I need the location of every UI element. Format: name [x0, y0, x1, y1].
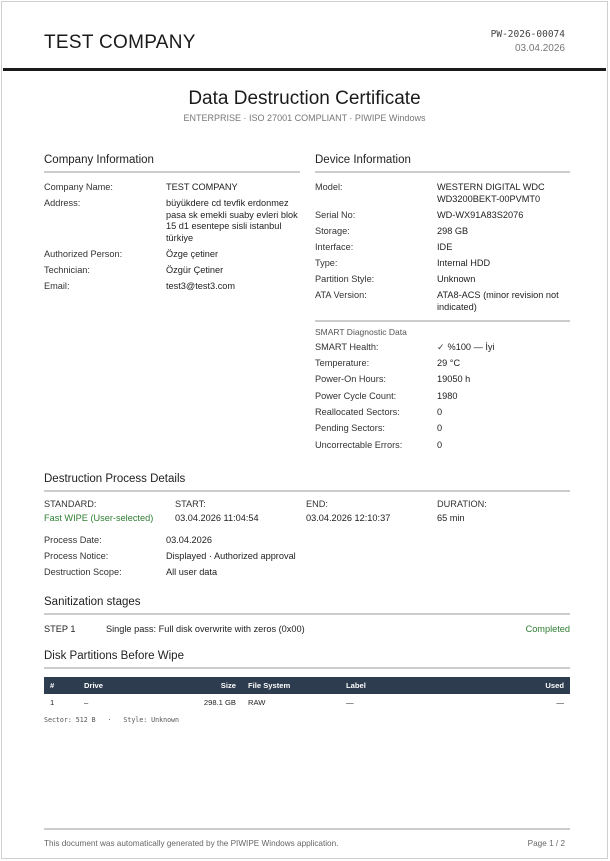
section-title: Disk Partitions Before Wipe — [44, 650, 184, 662]
field-label: Serial No: — [315, 209, 356, 220]
footer-note: This document was automatically generated by the PIWIPE Windows application. — [44, 839, 339, 848]
field-label: Power Cycle Count: — [315, 390, 397, 401]
field-label: Temperature: — [315, 358, 370, 369]
field-label: Type: — [315, 257, 338, 268]
power-on-hours-row — [315, 374, 570, 386]
end-cell — [306, 499, 437, 524]
field-value: 1980 — [437, 390, 458, 401]
authorized-person-row — [44, 249, 300, 261]
column-header-label: Label — [346, 681, 366, 690]
process-details-list — [44, 535, 570, 579]
column-header-used: Used — [545, 681, 564, 690]
table-row — [44, 694, 570, 711]
cell-file-system: RAW — [248, 698, 266, 707]
section-title: Device Information — [315, 154, 411, 166]
field-label: Process Date: — [44, 535, 102, 545]
uncorrectable-errors-row — [315, 440, 570, 452]
header-divider — [3, 68, 606, 71]
standard-cell — [44, 499, 175, 524]
device-information-section — [315, 154, 570, 451]
column-header-size: Size — [220, 681, 236, 690]
section-title: Sanitization stages — [44, 596, 141, 608]
field-value: 0 — [437, 423, 443, 434]
smart-health-value: %100 — İyi — [447, 341, 495, 352]
model-row — [315, 182, 570, 205]
company-information-section — [44, 154, 300, 292]
field-value: All user data — [166, 567, 218, 577]
process-date-row — [44, 535, 570, 547]
sanitization-stages-section — [44, 596, 570, 634]
pending-sectors-row — [315, 423, 570, 435]
section-divider — [44, 490, 570, 492]
field-label: Email: — [44, 280, 70, 291]
duration-cell — [437, 499, 568, 524]
field-label: Partition Style: — [315, 273, 375, 284]
field-value — [437, 342, 570, 354]
field-label: Interface: — [315, 241, 354, 252]
cell-drive: – — [84, 698, 89, 707]
field-value: Displayed · Authorized approval — [166, 551, 296, 561]
field-label: Technician: — [44, 264, 90, 275]
section-divider — [315, 171, 570, 173]
start-value: 03.04.2026 11:04:54 — [175, 513, 259, 523]
start-cell — [175, 499, 306, 524]
field-label: ATA Version: — [315, 290, 367, 301]
field-label: STANDARD: — [44, 499, 97, 509]
company-name-row — [44, 182, 300, 194]
cell-used: — — [556, 698, 564, 707]
cell-label: — — [346, 698, 354, 707]
smart-diagnostic-section — [315, 320, 570, 451]
field-value: ATA8-ACS (minor revision not indicated) — [437, 290, 559, 312]
section-divider — [44, 613, 570, 615]
field-value: WESTERN DIGITAL WDC WD3200BEKT-00PVMT0 — [437, 182, 545, 204]
smart-health-row — [315, 342, 570, 354]
header-company-name: TEST COMPANY — [44, 32, 196, 53]
field-value: Özge çetiner — [166, 248, 219, 259]
field-label: Destruction Scope: — [44, 567, 122, 577]
step-status: Completed — [525, 624, 570, 634]
field-label: Authorized Person: — [44, 248, 123, 259]
section-title: Company Information — [44, 154, 154, 166]
field-label: Pending Sectors: — [315, 423, 385, 434]
field-value: WD-WX91A83S2076 — [437, 209, 524, 220]
field-label: Uncorrectable Errors: — [315, 439, 403, 450]
field-label: END: — [306, 499, 328, 509]
field-label: Power-On Hours: — [315, 374, 386, 385]
column-header-drive: Drive — [84, 681, 103, 690]
certificate-id: PW-2026-00074 — [490, 29, 565, 40]
ata-version-row — [315, 290, 570, 313]
storage-row — [315, 226, 570, 238]
temperature-row — [315, 358, 570, 370]
technician-row — [44, 265, 300, 277]
field-value: 19050 h — [437, 374, 471, 385]
section-title: Destruction Process Details — [44, 473, 186, 485]
field-value: Internal HDD — [437, 257, 491, 268]
field-value: 29 °C — [437, 358, 461, 369]
partition-style-row — [315, 274, 570, 286]
interface-row — [315, 242, 570, 254]
field-label: DURATION: — [437, 499, 487, 509]
email-row — [44, 281, 300, 293]
column-header-number: # — [50, 681, 55, 690]
partition-note: Sector: 512 B · Style: Unknown — [44, 716, 179, 724]
field-value: TEST COMPANY — [166, 182, 238, 192]
page-subtitle: ENTERPRISE · ISO 27001 COMPLIANT · PIWIPE Windows — [183, 113, 426, 123]
reallocated-sectors-row — [315, 407, 570, 419]
process-summary-grid — [44, 499, 570, 524]
destruction-process-section — [44, 473, 570, 579]
serial-row — [315, 210, 570, 222]
sanitization-step — [44, 624, 570, 634]
process-notice-row — [44, 551, 570, 563]
field-value: 0 — [437, 407, 443, 418]
field-value: Özgür Çetiner — [166, 264, 224, 275]
section-divider — [44, 171, 300, 173]
disk-partitions-section — [44, 650, 570, 724]
destruction-scope-row — [44, 567, 570, 579]
step-description: Single pass: Full disk overwrite with zeros (0x00) — [106, 624, 305, 634]
section-divider — [44, 667, 570, 669]
page-title: Data Destruction Certificate — [188, 88, 421, 109]
field-label: SMART Health: — [315, 341, 379, 352]
field-value: IDE — [437, 241, 453, 252]
field-value: 298 GB — [437, 225, 469, 236]
field-label: Process Notice: — [44, 551, 109, 561]
field-label: Company Name: — [44, 182, 113, 192]
standard-value: Fast WIPE (User-selected) — [44, 513, 154, 523]
column-header-file-system: File System — [248, 681, 291, 690]
smart-title: SMART Diagnostic Data — [315, 327, 407, 338]
section-divider — [315, 320, 570, 322]
field-label: Storage: — [315, 225, 350, 236]
field-value: 0 — [437, 439, 443, 450]
header-date: 03.04.2026 — [514, 43, 565, 54]
field-label: START: — [175, 499, 206, 509]
address-row — [44, 198, 300, 244]
partitions-table — [44, 677, 570, 711]
cell-size: 298.1 GB — [203, 698, 236, 707]
step-number: STEP 1 — [44, 624, 76, 634]
field-label: Address: — [44, 198, 81, 209]
page-number: Page 1 / 2 — [527, 839, 565, 848]
cell-number: 1 — [50, 698, 55, 707]
duration-value: 65 min — [437, 513, 465, 523]
certificate-page — [1, 1, 608, 859]
table-header-row — [44, 677, 570, 694]
field-value: büyükdere cd tevfik erdonmez pasa sk emekli suaby evleri blok 15 d1 esentepe sisli istanbul türkiye — [166, 198, 298, 243]
field-label: Reallocated Sectors: — [315, 407, 400, 418]
field-value: 03.04.2026 — [166, 535, 212, 545]
field-value: Unknown — [437, 273, 476, 284]
power-cycle-count-row — [315, 391, 570, 403]
field-value: test3@test3.com — [166, 280, 236, 291]
field-label: Model: — [315, 182, 343, 192]
end-value: 03.04.2026 12:10:37 — [306, 513, 391, 523]
type-row — [315, 258, 570, 270]
footer-divider — [44, 828, 570, 830]
check-icon: ✓ — [437, 341, 445, 352]
